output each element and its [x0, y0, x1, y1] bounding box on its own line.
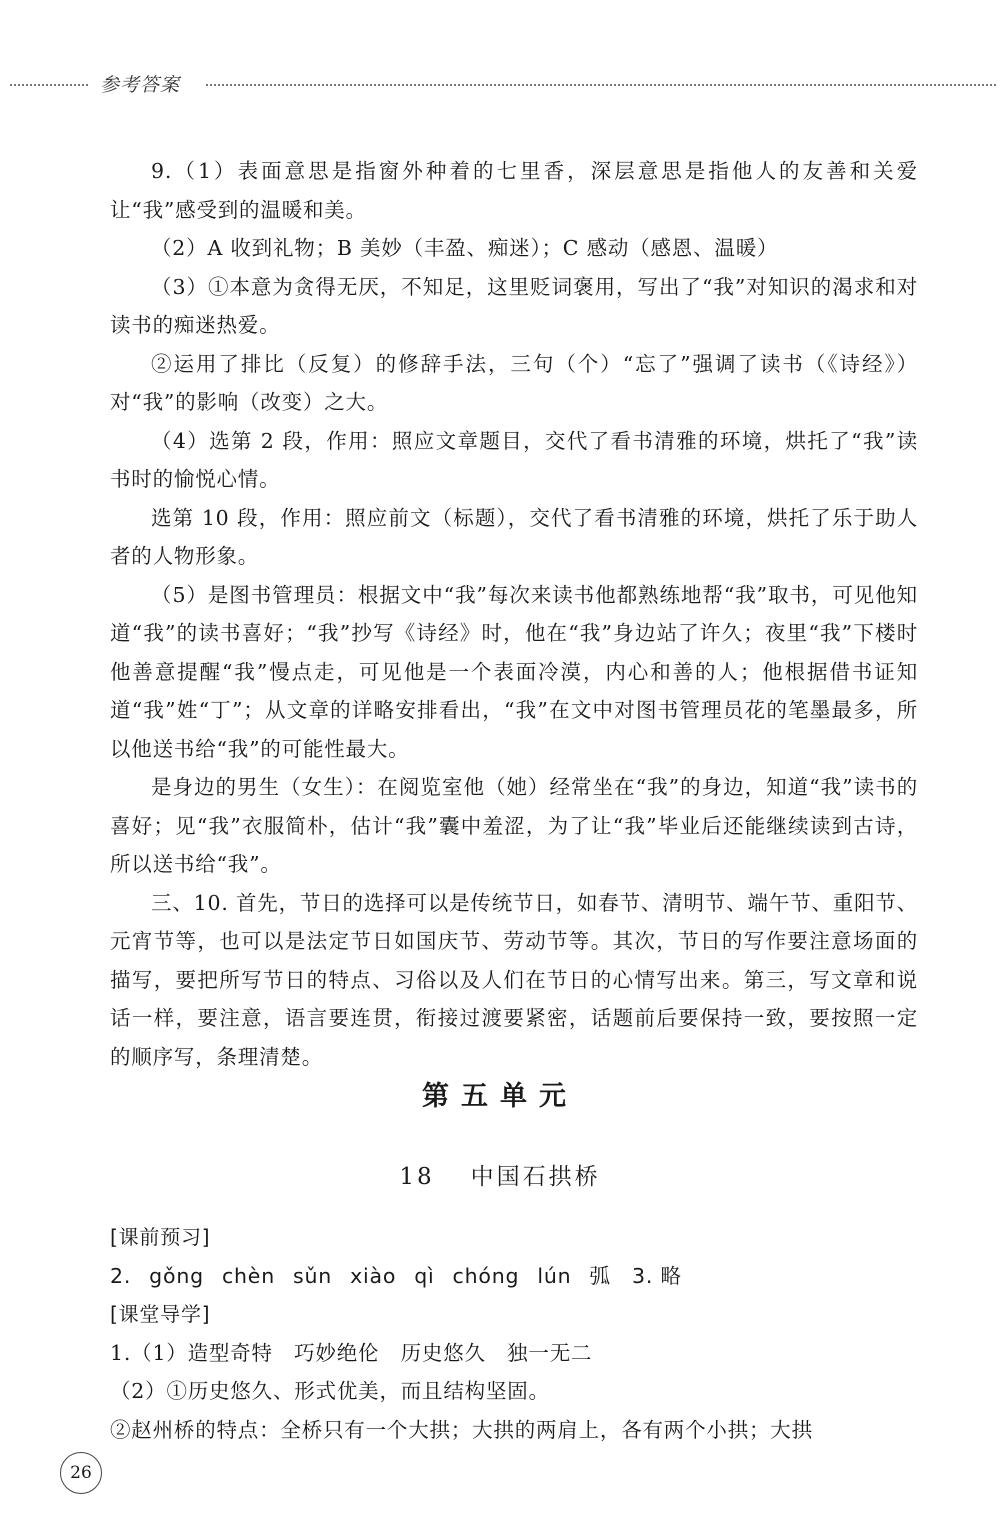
answer-paragraph: 是身边的男生（女生）：在阅览室他（她）经常坐在“我”的身边，知道“我”读书的喜好；见“我”衣服简朴，估计“我”囊中羞涩，为了让“我”毕业后还能继续读到古诗，所以送书给“我”。	[110, 775, 918, 876]
pinyin-item: xiào	[350, 1263, 397, 1288]
lesson-title	[0, 1158, 1000, 1191]
lesson-name: 中国石拱桥	[470, 1164, 601, 1190]
answer-paragraph: （2）A 收到礼物；B 美妙（丰盈、痴迷）；C 感动（感恩、温暖）	[151, 236, 779, 260]
lesson-number: 18	[399, 1164, 435, 1190]
pinyin-item: chóng	[452, 1263, 520, 1288]
guide-line: ②赵州桥的特点：全桥只有一个大拱；大拱的两肩上，各有两个小拱；大拱	[110, 1417, 813, 1442]
page-number: 26	[60, 1452, 102, 1494]
pinyin-item: sǔn	[293, 1263, 333, 1288]
guide-line: （2）①历史悠久、形式优美，而且结构坚固。	[110, 1379, 550, 1403]
page-header	[0, 62, 1000, 102]
pinyin-item: qì	[414, 1263, 435, 1288]
pinyin-item: lún	[537, 1263, 572, 1288]
preview-suffix: 弧 3. 略	[589, 1263, 682, 1288]
pinyin-item: gǒng	[149, 1263, 204, 1288]
header-dotted-rule-right	[206, 84, 996, 86]
header-title: 参考答案	[100, 74, 181, 96]
pinyin-item: chèn	[221, 1263, 276, 1288]
answer-paragraph: （3）①本意为贪得无厌，不知足，这里贬词褒用，写出了“我”对知识的渴求和对读书的痴迷热爱。	[110, 274, 918, 337]
answer-paragraph: ②运用了排比（反复）的修辞手法，三句（个）“忘了”强调了读书（《诗经》）对“我”的影响（改变）之大。	[110, 351, 918, 414]
answer-paragraph: 选第 10 段，作用：照应前文（标题），交代了看书清雅的环境，烘托了乐于助人者的人物形象。	[110, 505, 918, 568]
preview-prefix: 2.	[110, 1263, 132, 1288]
preview-answer-line	[110, 1257, 918, 1296]
guide-line: 1.（1）造型奇特 巧妙绝伦 历史悠久 独一无二	[110, 1340, 593, 1365]
answer-paragraph: 9.（1）表面意思是指窗外种着的七里香，深层意思是指他人的友善和关爱让“我”感受到的温暖和美。	[110, 159, 918, 222]
preview-label: [课前预习]	[110, 1225, 211, 1249]
unit-title: 第五单元	[422, 1081, 578, 1112]
preview-section	[110, 1218, 918, 1449]
header-dotted-rule-left	[10, 84, 88, 86]
answer-text	[110, 152, 918, 1076]
answer-paragraph: （5）是图书管理员：根据文中“我”每次来读书他都熟练地帮“我”取书，可见他知道“我”的读书喜好；“我”抄写《诗经》时，他在“我”身边站了许久；夜里“我”下楼时他善意提醒“我”慢点走，可见他是一个表面冷漠，内心和善的人；他根据借书证知道“我”姓“丁”；从文章的详略安排看出，“我”在文中对图书管理员花的笔墨最多，所以他送书给“我”的可能性最大。	[110, 582, 918, 761]
guide-label: [课堂导学]	[110, 1302, 211, 1326]
answer-paragraph: 三、10. 首先，节日的选择可以是传统节日，如春节、清明节、端午节、重阳节、元宵节等，也可以是法定节日如国庆节、劳动节等。其次，节日的写作要注意场面的描写，要把所写节日的特点、习俗以及人们在节日的心情写出来。第三，写文章和说话一样，要注意，语言要连贯，衔接过渡要紧密，话题前后要保持一致，要按照一定的顺序写，条理清楚。	[110, 890, 918, 1069]
answer-paragraph: （4）选第 2 段，作用：照应文章题目，交代了看书清雅的环境，烘托了“我”读书时的愉悦心情。	[110, 428, 918, 491]
